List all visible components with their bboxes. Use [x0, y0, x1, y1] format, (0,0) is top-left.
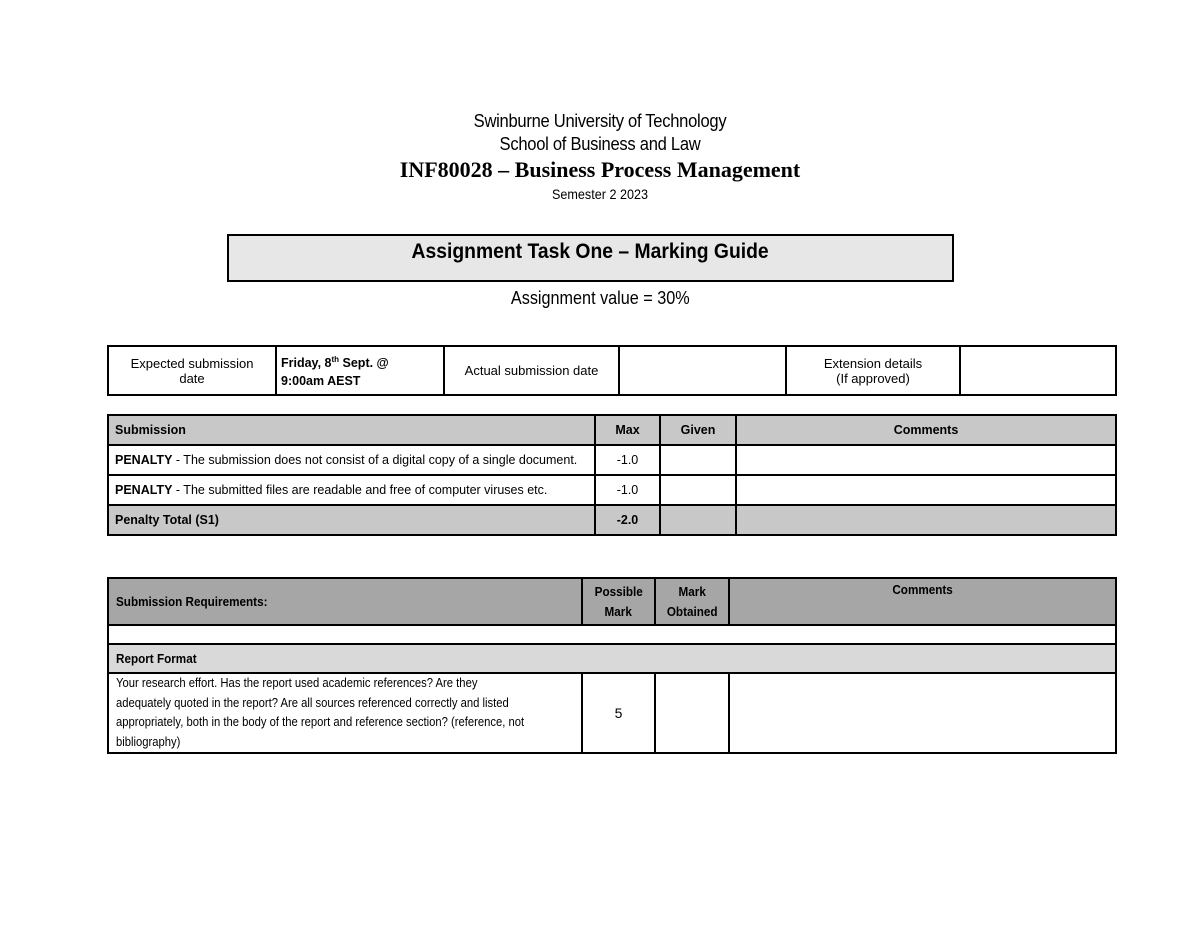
- submission-info-table: [107, 345, 1117, 396]
- task-title-box: [227, 234, 954, 282]
- col-header-comments: Comments: [736, 415, 1116, 445]
- semester: Semester 2 2023: [552, 186, 648, 202]
- penalty-total-max: -2.0: [595, 505, 660, 535]
- requirement-possible-mark: 5: [582, 673, 655, 753]
- col-header-possible-mark: Possible Mark: [582, 578, 655, 625]
- penalty-max: -1.0: [595, 445, 660, 475]
- penalty-given[interactable]: [660, 445, 736, 475]
- penalty-max: -1.0: [595, 475, 660, 505]
- penalty-given[interactable]: [660, 475, 736, 505]
- col-header-given: Given: [660, 415, 736, 445]
- penalty-total-given: [660, 505, 736, 535]
- penalty-comments[interactable]: [736, 475, 1116, 505]
- extension-details-label: Extension details (If approved): [786, 346, 960, 395]
- requirement-description: Your research effort. Has the report used academic references? Are they adequately quoted in the report? Are all sources referenced correctly and listed appropriately, both in the body of the report and reference section? (reference, not bibliography): [108, 673, 582, 753]
- penalty-total-comments: [736, 505, 1116, 535]
- university-name: Swinburne University of Technology: [473, 111, 727, 131]
- expected-submission-value: Friday, 8th Sept. @ 9:00am AEST: [276, 346, 444, 395]
- requirement-mark-obtained[interactable]: [655, 673, 729, 753]
- actual-submission-label: Actual submission date: [444, 346, 619, 395]
- col-header-mark-obtained: Mark Obtained: [655, 578, 729, 625]
- task-title: Assignment Task One – Marking Guide: [411, 240, 770, 263]
- table-row: [108, 475, 1116, 505]
- school-name: School of Business and Law: [499, 134, 701, 154]
- penalty-total-label: Penalty Total (S1): [108, 505, 595, 535]
- document-header: [0, 110, 1200, 204]
- col-header-comments: Comments: [729, 578, 1116, 625]
- extension-details-value[interactable]: [960, 346, 1116, 395]
- requirements-table: [107, 577, 1117, 754]
- penalty-table: [107, 414, 1117, 536]
- blank-row: [108, 625, 1116, 644]
- penalty-description: PENALTY - The submission does not consist of a digital copy of a single document.: [108, 445, 595, 475]
- requirement-comments[interactable]: [729, 673, 1116, 753]
- penalty-total-row: [108, 505, 1116, 535]
- table-row: [108, 445, 1116, 475]
- col-header-submission: Submission: [108, 415, 595, 445]
- section-report-format: Report Format: [108, 644, 1116, 673]
- assignment-value: [0, 286, 1200, 310]
- actual-submission-value[interactable]: [619, 346, 786, 395]
- col-header-requirements: Submission Requirements:: [108, 578, 582, 625]
- expected-submission-label: Expected submission date: [108, 346, 276, 395]
- table-row: [108, 673, 1116, 753]
- course-title: INF80028 – Business Process Management: [399, 157, 801, 182]
- col-header-max: Max: [595, 415, 660, 445]
- penalty-comments[interactable]: [736, 445, 1116, 475]
- penalty-description: PENALTY - The submitted files are readable and free of computer viruses etc.: [108, 475, 595, 505]
- assignment-value-text: Assignment value = 30%: [510, 288, 690, 308]
